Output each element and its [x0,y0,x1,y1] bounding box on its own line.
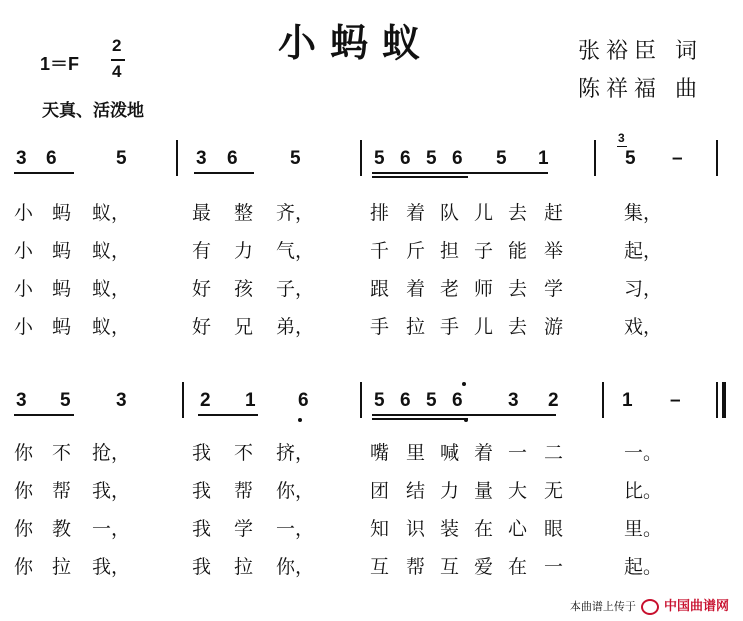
lyric-char: 跟 [370,278,390,300]
note-underline [14,414,74,416]
lyric-char: 你， [276,480,315,502]
note: 6 [452,148,463,169]
note: 6 [400,148,411,169]
lyric-char: 集， [624,202,663,224]
note: 3 [196,148,207,169]
footer-source [570,595,729,615]
note: – [672,148,683,169]
lyric-char: 千 [370,240,390,262]
lyric-char: 着 [474,442,494,464]
lyric-char: 赶 [544,202,564,224]
lyric-char: 蚁， [92,316,131,338]
lyric-char: 你 [14,556,34,578]
lyric-char: 蚂 [52,240,72,262]
note: 6 [298,390,309,411]
lyric-char: 拉 [406,316,426,338]
lyric-char: 蚂 [52,278,72,300]
lyric-char: 你 [14,518,34,540]
lyric-char: 抢， [92,442,131,464]
grace-note: 3 [618,131,625,145]
lyric-char: 里 [406,442,426,464]
note: 1 [538,148,549,169]
note: 5 [426,148,437,169]
lyric-char: 手 [370,316,390,338]
lyric-char: 儿 [474,202,494,224]
lyric-char: 小 [14,240,34,262]
note-underline [372,414,556,416]
lyricist-credit: 张裕臣 词 [578,39,703,64]
lyric-char: 师 [474,278,494,300]
lyric-char: 去 [508,202,528,224]
lyric-char: 一 [544,556,564,578]
lyric-char: 你 [14,442,34,464]
lyric-char: 气， [276,240,315,262]
note: 6 [46,148,57,169]
site-logo-icon [641,599,659,615]
lyric-char: 能 [508,240,528,262]
note: 3 [16,148,27,169]
lyric-char: 我 [192,556,212,578]
lyric-char: 举 [544,240,564,262]
note-underline [372,418,468,420]
bar-line [602,382,604,418]
lyric-char: 齐， [276,202,315,224]
lyric-char: 一， [276,518,315,540]
lyric-char: 学 [234,518,254,540]
note: 5 [426,390,437,411]
lyric-char: 最 [192,202,212,224]
lyric-char: 老 [440,278,460,300]
note: 6 [227,148,238,169]
lyric-char: 好 [192,278,212,300]
note: 5 [374,148,385,169]
lyric-char: 兄 [234,316,254,338]
note: 3 [116,390,127,411]
note: 3 [508,390,519,411]
lyric-char: 我， [92,480,131,502]
lyric-char: 小 [14,202,34,224]
lyric-char: 游 [544,316,564,338]
footer-text: 本曲谱上传于 [569,600,636,613]
lyric-char: 着 [406,202,426,224]
composer-credit: 陈祥福 曲 [578,77,703,102]
note: 3 [16,390,27,411]
lyric-char: 子 [474,240,494,262]
note-underline [14,172,74,174]
lyric-char: 起。 [624,556,663,578]
lyric-char: 你 [14,480,34,502]
note: 1 [245,390,256,411]
bar-line [360,140,362,176]
octave-dot [462,382,466,386]
bar-line [176,140,178,176]
lyric-char: 大 [508,480,528,502]
lyric-char: 识 [406,518,426,540]
lyric-char: 不 [52,442,72,464]
lyric-char: 好 [192,316,212,338]
lyric-char: 拉 [52,556,72,578]
note-underline [194,172,254,174]
song-title: 小蚂蚁 [278,20,435,65]
time-signature-top: 2 [112,36,122,55]
octave-dot [464,418,468,422]
lyric-char: 二 [544,442,564,464]
lyric-char: 眼 [544,518,564,540]
lyric-char: 帮 [406,556,426,578]
lyric-char: 我， [92,556,131,578]
lyric-char: 结 [406,480,426,502]
lyric-char: 在 [508,556,528,578]
lyric-char: 手 [440,316,460,338]
note: 5 [60,390,71,411]
tempo-marking: 天真、活泼地 [42,101,144,121]
note: 5 [290,148,301,169]
note: 6 [400,390,411,411]
lyric-char: 在 [474,518,494,540]
note: 5 [116,148,127,169]
lyric-char: 嘴 [370,442,390,464]
lyric-char: 比。 [624,480,663,502]
lyric-char: 我 [192,518,212,540]
bar-line [182,382,184,418]
key-signature: 1＝F [40,54,80,74]
lyric-char: 弟， [276,316,315,338]
note: 5 [496,148,507,169]
lyric-char: 戏， [624,316,663,338]
lyric-char: 小 [14,278,34,300]
time-signature-line [111,59,125,61]
lyric-char: 装 [440,518,460,540]
note: 1 [622,390,633,411]
lyric-char: 帮 [234,480,254,502]
lyric-char: 队 [440,202,460,224]
lyric-char: 无 [544,480,564,502]
lyric-char: 蚂 [52,316,72,338]
lyric-char: 去 [508,278,528,300]
lyric-char: 力 [234,240,254,262]
lyric-char: 拉 [234,556,254,578]
bar-line [360,382,362,418]
lyric-char: 排 [370,202,390,224]
lyric-char: 我 [192,480,212,502]
grace-underline [617,146,627,147]
lyric-char: 担 [440,240,460,262]
lyric-char: 教 [52,518,72,540]
lyric-char: 有 [192,240,212,262]
note-underline [372,176,468,178]
octave-dot [298,418,302,422]
lyric-char: 互 [370,556,390,578]
lyric-char: 去 [508,316,528,338]
lyric-char: 子， [276,278,315,300]
lyric-char: 整 [234,202,254,224]
lyric-char: 心 [508,518,528,540]
bar-line [716,382,718,418]
lyric-char: 蚂 [52,202,72,224]
note: 2 [548,390,559,411]
lyric-char: 喊 [440,442,460,464]
lyric-char: 一 [508,442,528,464]
lyric-char: 蚁， [92,278,131,300]
lyric-char: 学 [544,278,564,300]
lyric-char: 帮 [52,480,72,502]
lyric-char: 蚁， [92,240,131,262]
lyric-char: 互 [440,556,460,578]
bar-line [716,140,718,176]
note: – [670,390,681,411]
time-signature-bottom: 4 [112,62,122,81]
note: 2 [200,390,211,411]
lyric-char: 知 [370,518,390,540]
lyric-char: 小 [14,316,34,338]
lyric-char: 习， [624,278,663,300]
lyric-char: 里。 [624,518,663,540]
lyric-char: 孩 [234,278,254,300]
lyric-char: 你， [276,556,315,578]
lyric-char: 斤 [406,240,426,262]
lyric-char: 我 [192,442,212,464]
lyric-char: 不 [234,442,254,464]
lyric-char: 起， [624,240,663,262]
lyric-char: 团 [370,480,390,502]
lyric-char: 爱 [474,556,494,578]
note-underline [372,172,548,174]
lyric-char: 儿 [474,316,494,338]
lyric-char: 蚁， [92,202,131,224]
lyric-char: 着 [406,278,426,300]
lyric-char: 量 [474,480,494,502]
lyric-char: 一。 [624,442,663,464]
lyric-char: 一， [92,518,131,540]
note: 5 [625,148,636,169]
bar-line [594,140,596,176]
footer-brand[interactable]: 中国曲谱网 [663,597,729,613]
lyric-char: 挤， [276,442,315,464]
note: 6 [452,390,463,411]
lyric-char: 力 [440,480,460,502]
bar-line [722,382,726,418]
note: 5 [374,390,385,411]
note-underline [198,414,258,416]
